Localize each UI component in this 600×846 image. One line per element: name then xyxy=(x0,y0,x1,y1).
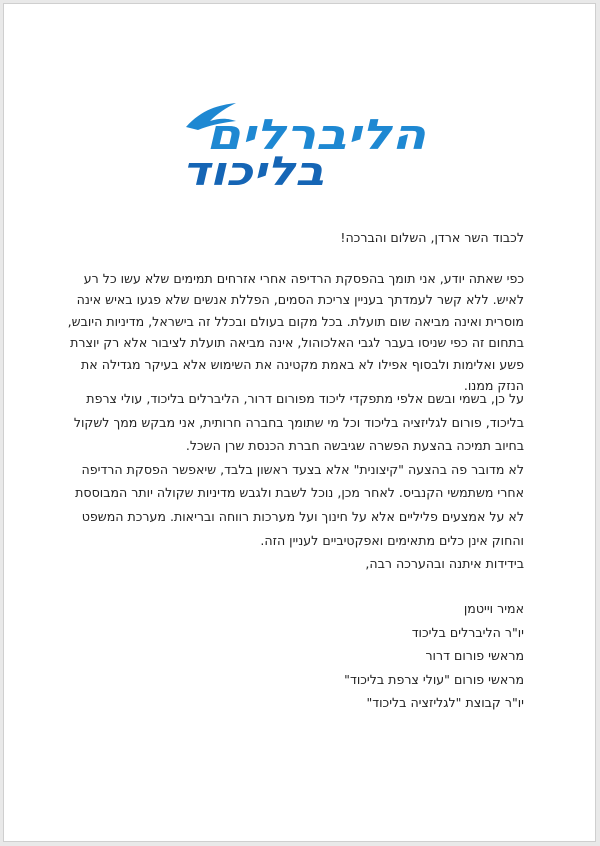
signer-title: יו"ר קבוצת "לגליזציה בליכוד" xyxy=(366,695,524,710)
paragraph-line: בתחום זה כפי שניסו בעבר לגבי האלכוהול, אינה מביאה תועלת לציבור אלא רק יוצרת xyxy=(70,335,524,351)
paragraph-line: כפי שאתה יודע, אני תומך בהפסקת הרדיפה אחרי אזרחים תמימים שלא עשו כל רע xyxy=(83,271,524,286)
paragraph-line: מוסרית ואינה מביאה שום תועלת. בכל מקום בעולם ובכלל זה בישראל, מדיניות היובש, xyxy=(67,313,524,329)
paragraph-line: על כן, בשמי ובשם אלפי מתפקדי ליכוד מפורום דרור, הליברלים בליכוד, עולי צרפת xyxy=(86,391,524,406)
paragraph-line: לא על אמצעים פליליים אלא על חינוך ועל מערכות רווחה ובריאות. מערכת המשפט xyxy=(81,508,524,524)
paragraph-line: והחוק אינן כלים מתאימים ואפקטיביים לעניין הזה. xyxy=(260,532,524,548)
party-logo xyxy=(174,99,436,191)
paragraph-line: לאיש. ללא קשר לעמדתך בעניין צריכת הסמים, הפללת אנשים שלא פגעו באיש אינה xyxy=(76,292,524,308)
closing-line: בידידות איתנה ובהערכה רבה, xyxy=(365,556,524,572)
signer-title: מראשי פורום "עולי צרפת בליכוד" xyxy=(344,671,524,687)
letter-greeting: לכבוד השר ארדן, השלום והברכה! xyxy=(340,230,524,245)
logo-graphic xyxy=(174,99,436,191)
paragraph-line: פשע ואלימות ולבסוף אפילו לא באמת מקטינה את השימוש אלא בעיקר מגדילה את xyxy=(81,356,524,372)
paragraph-line: לא מדובר פה בהצעה "קיצונית" אלא בצעד ראשון בלבד, שיאפשר הפסקת הרדיפה xyxy=(81,461,524,477)
letter-page xyxy=(3,3,596,842)
paragraph-line: אחרי משתמשי הקנביס. לאחר מכן, נוכל לשבת ולגבש מדיניות שקולה יותר המבוססת xyxy=(75,485,524,501)
letter-paragraph-2 xyxy=(68,387,524,576)
signer-title: יו"ר הליברלים בליכוד xyxy=(411,624,524,640)
signer-name: אמיר וייטמן xyxy=(463,601,524,616)
signer-title: מראשי פורום דרור xyxy=(425,648,524,663)
signature-block xyxy=(68,597,524,715)
logo-text-bottom: בליכוד xyxy=(182,149,324,191)
letter-paragraph-1 xyxy=(68,268,524,396)
paragraph-line: הנזק ממנו. xyxy=(463,378,524,394)
paragraph-line: בליכוד, פורום לגליזציה בליכוד וכל מי שתומך בחברה חרותית, אני מבקש ממך לשקול xyxy=(73,414,524,430)
logo-text-top: הליברלים xyxy=(206,110,426,159)
paragraph-line: בחיוב תמיכה בהצעת הפשרה שגיבשה חברת הכנסת שרן השכל. xyxy=(185,438,524,454)
